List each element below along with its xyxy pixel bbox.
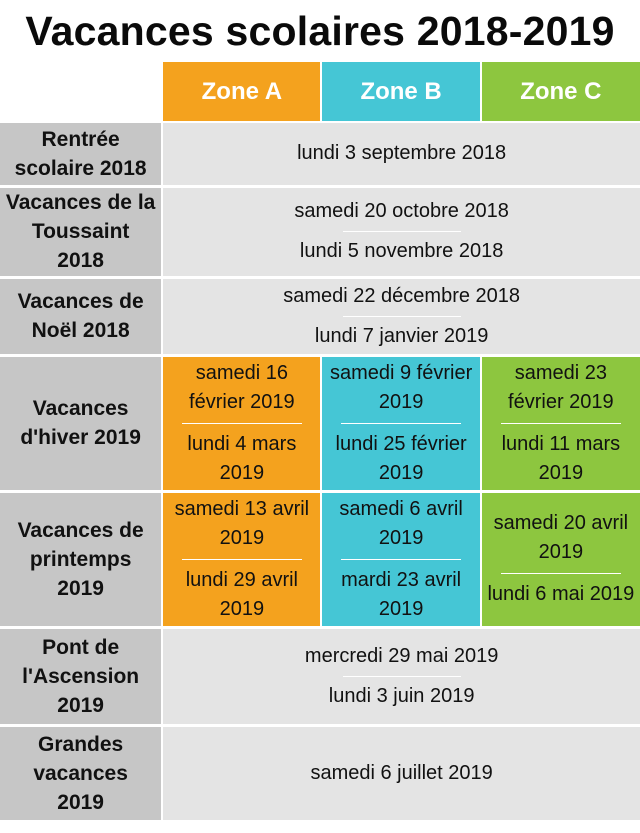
row-label-toussaint-text: Vacances de la Toussaint 2018 (5, 191, 156, 272)
row-label-printemps (0, 491, 162, 627)
printemps-zone-a (162, 491, 321, 627)
dates-toussaint (162, 186, 640, 277)
hiver-zone-a (162, 355, 321, 491)
row-label-rentree-text: Rentrée scolaire 2018 (14, 127, 147, 180)
row-label-ascension (0, 627, 162, 725)
row-label-grandes-text: Grandes vacances 2019 (33, 732, 128, 814)
date-separator (182, 559, 302, 560)
header-blank-cell (0, 62, 162, 122)
date-separator (343, 316, 461, 317)
zone-header-row (0, 62, 640, 122)
printemps-zone-c-start: samedi 20 avril 2019 (493, 512, 629, 563)
date-separator (341, 423, 461, 424)
zone-a-header: Zone A (162, 62, 321, 122)
date-separator (501, 573, 621, 574)
date-separator (341, 559, 461, 560)
end-date-noel: lundi 7 janvier 2019 (314, 324, 489, 347)
row-label-toussaint (0, 186, 162, 277)
date-separator (343, 231, 461, 232)
hiver-zone-b-end: lundi 25 février 2019 (335, 432, 467, 484)
printemps-zone-a-end: lundi 29 avril 2019 (185, 568, 299, 620)
row-label-hiver (0, 355, 162, 491)
start-date-toussaint: samedi 20 octobre 2018 (294, 200, 509, 222)
row-hiver (0, 355, 640, 491)
row-grandes (0, 725, 640, 821)
row-label-noel (0, 277, 162, 355)
end-date-ascension: lundi 3 juin 2019 (328, 684, 475, 707)
date-rentree: lundi 3 septembre 2018 (162, 122, 640, 186)
hiver-zone-b (321, 355, 480, 491)
printemps-zone-c-end: lundi 6 mai 2019 (487, 583, 635, 605)
date-separator (501, 423, 621, 424)
row-label-printemps-text: Vacances de printemps 2019 (17, 518, 144, 600)
date-separator (182, 423, 302, 424)
row-label-grandes (0, 725, 162, 821)
dates-ascension (162, 627, 640, 725)
date-separator (343, 676, 461, 677)
hiver-zone-c-start: samedi 23 février 2019 (508, 361, 614, 413)
end-date-toussaint: lundi 5 novembre 2018 (299, 240, 504, 262)
row-toussaint (0, 186, 640, 277)
hiver-zone-c (481, 355, 640, 491)
dates-noel (162, 277, 640, 355)
row-ascension (0, 627, 640, 725)
row-noel (0, 277, 640, 355)
printemps-zone-c (481, 491, 640, 627)
start-date-ascension: mercredi 29 mai 2019 (304, 644, 499, 667)
printemps-zone-b (321, 491, 480, 627)
zone-b-header: Zone B (321, 62, 480, 122)
row-rentree (0, 122, 640, 186)
zone-c-header: Zone C (481, 62, 640, 122)
row-label-noel-text: Vacances de Noël 2018 (17, 290, 144, 342)
hiver-zone-a-end: lundi 4 mars 2019 (187, 432, 297, 484)
row-label-rentree (0, 122, 162, 186)
printemps-zone-b-start: samedi 6 avril 2019 (339, 497, 463, 549)
printemps-zone-a-start: samedi 13 avril 2019 (174, 497, 310, 549)
row-label-ascension-text: Pont de l'Ascension 2019 (22, 635, 140, 717)
page-title: Vacances scolaires 2018-2019 (25, 8, 615, 54)
printemps-zone-b-end: mardi 23 avril 2019 (341, 568, 462, 620)
row-label-hiver-text: Vacances d'hiver 2019 (20, 397, 141, 449)
holiday-table (0, 62, 640, 823)
start-date-noel: samedi 22 décembre 2018 (283, 284, 521, 307)
hiver-zone-c-end: lundi 11 mars 2019 (501, 432, 621, 484)
hiver-zone-b-start: samedi 9 février 2019 (329, 361, 473, 413)
row-printemps (0, 491, 640, 627)
date-grandes: samedi 6 juillet 2019 (162, 725, 640, 821)
hiver-zone-a-start: samedi 16 février 2019 (189, 361, 295, 413)
